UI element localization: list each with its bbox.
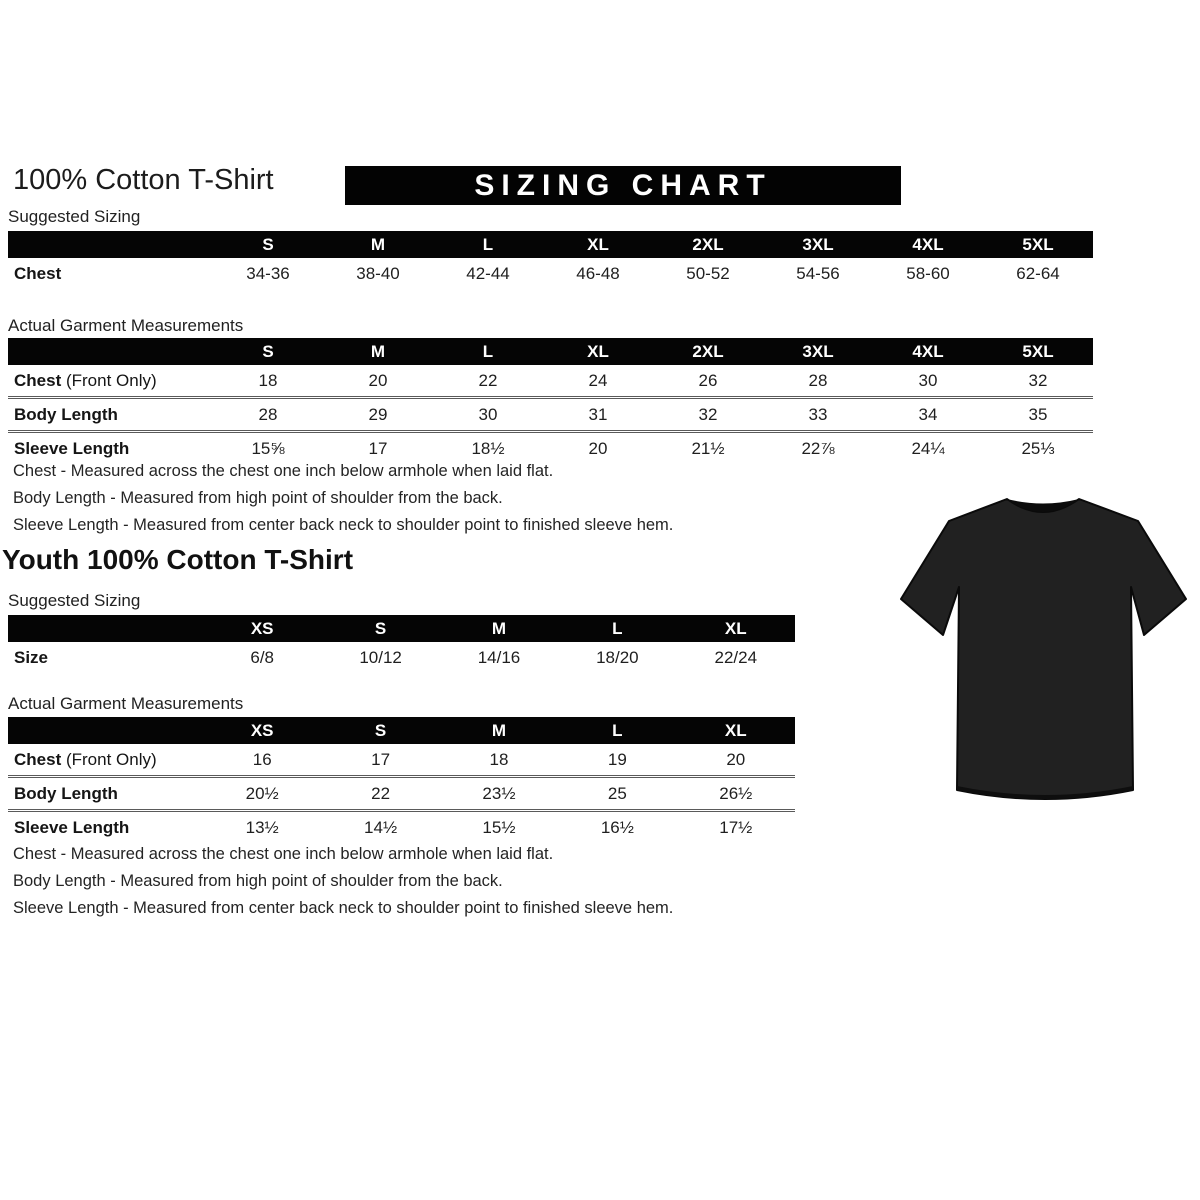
size-value-cell: 18 bbox=[258, 370, 278, 390]
size-value-cell: 35 bbox=[983, 398, 1093, 432]
size-value-cell: 25⅓ bbox=[983, 432, 1093, 465]
adult-measurement-notes bbox=[13, 458, 673, 539]
size-value-cell: 20 bbox=[368, 370, 388, 390]
row-label-text: Chest bbox=[14, 263, 62, 283]
size-column-header: 4XL bbox=[873, 338, 983, 365]
size-column-header: S bbox=[213, 338, 323, 365]
size-value-cell: 16 bbox=[252, 749, 272, 769]
measurement-row-label bbox=[8, 258, 213, 289]
size-value-cell: 34-36 bbox=[246, 263, 290, 283]
note-chest: Chest - Measured across the chest one inch below armhole when laid flat. bbox=[13, 845, 554, 863]
size-value-cell: 6/8 bbox=[250, 647, 275, 667]
size-value-cell: 19 bbox=[607, 749, 627, 769]
row-label-text: Body Length bbox=[14, 783, 118, 803]
size-value-cell: 15½ bbox=[440, 811, 558, 844]
size-value-cell: 15⅝ bbox=[213, 432, 323, 465]
size-value-cell: 32 bbox=[1028, 370, 1048, 390]
note-sleeve-length: Sleeve Length - Measured from center back neck to shoulder point to finished sleeve hem. bbox=[13, 516, 674, 534]
size-column-header: 3XL bbox=[763, 231, 873, 258]
size-value-cell: 22 bbox=[478, 370, 498, 390]
youth-suggested-sizing-table bbox=[8, 615, 795, 673]
row-label-text: Body Length bbox=[14, 404, 118, 424]
size-value-cell: 30 bbox=[433, 398, 543, 432]
size-table-corner bbox=[8, 717, 203, 744]
size-column-header: 4XL bbox=[873, 231, 983, 258]
size-value-cell: 22/24 bbox=[714, 647, 758, 667]
size-value-cell: 17 bbox=[371, 749, 391, 769]
measurement-row-label bbox=[8, 642, 203, 673]
row-label-text: Chest bbox=[14, 370, 62, 390]
size-value-cell: 24¼ bbox=[873, 432, 983, 465]
size-value-cell: 22⅞ bbox=[763, 432, 873, 465]
size-value-cell: 28 bbox=[213, 398, 323, 432]
size-table-corner bbox=[8, 338, 213, 365]
size-value-cell: 34 bbox=[873, 398, 983, 432]
size-value-cell: 62-64 bbox=[1016, 263, 1060, 283]
youth-suggested-sizing-label: Suggested Sizing bbox=[8, 591, 141, 610]
size-value-cell: 10/12 bbox=[359, 647, 402, 667]
adult-product-title: 100% Cotton T-Shirt bbox=[13, 164, 274, 196]
size-value-cell: 18½ bbox=[433, 432, 543, 465]
measurement-row-label bbox=[8, 777, 203, 811]
tshirt-product-image bbox=[897, 487, 1190, 807]
note-body-length: Body Length - Measured from high point of shoulder from the back. bbox=[13, 872, 503, 890]
size-column-header: L bbox=[433, 338, 543, 365]
youth-actual-measurements-table bbox=[8, 717, 795, 843]
size-value-cell: 18 bbox=[489, 749, 509, 769]
size-value-cell: 33 bbox=[763, 398, 873, 432]
youth-measurement-notes bbox=[13, 841, 673, 922]
size-value-cell: 26½ bbox=[677, 777, 795, 811]
size-value-cell: 20½ bbox=[203, 777, 321, 811]
measurement-row-label bbox=[8, 811, 203, 844]
row-label-text: Sleeve Length bbox=[14, 438, 130, 458]
row-label-text: Chest bbox=[14, 749, 62, 769]
size-value-cell: 23½ bbox=[440, 777, 558, 811]
size-value-cell: 32 bbox=[653, 398, 763, 432]
size-value-cell: 18/20 bbox=[596, 647, 639, 667]
size-value-cell: 20 bbox=[543, 432, 653, 465]
size-column-header: S bbox=[321, 615, 439, 642]
adult-actual-measurements-table bbox=[8, 338, 1093, 464]
size-column-header: XL bbox=[543, 231, 653, 258]
adult-suggested-sizing-label: Suggested Sizing bbox=[8, 207, 141, 226]
size-column-header: XS bbox=[203, 717, 321, 744]
note-body-length: Body Length - Measured from high point of shoulder from the back. bbox=[13, 489, 503, 507]
youth-actual-measurements-label: Actual Garment Measurements bbox=[8, 694, 244, 713]
size-value-cell: 14½ bbox=[321, 811, 439, 844]
adult-actual-measurements-label: Actual Garment Measurements bbox=[8, 316, 244, 335]
note-chest: Chest - Measured across the chest one inch below armhole when laid flat. bbox=[13, 462, 554, 480]
adult-suggested-sizing-table bbox=[8, 231, 1093, 289]
row-label-text: Sleeve Length bbox=[14, 817, 130, 837]
size-value-cell: 46-48 bbox=[576, 263, 620, 283]
size-column-header: L bbox=[558, 615, 676, 642]
measurement-row-label bbox=[8, 365, 213, 398]
size-value-cell: 42-44 bbox=[466, 263, 510, 283]
size-table-corner bbox=[8, 231, 213, 258]
size-value-cell: 26 bbox=[698, 370, 718, 390]
size-column-header: 3XL bbox=[763, 338, 873, 365]
size-column-header: XL bbox=[677, 615, 795, 642]
size-value-cell: 38-40 bbox=[356, 263, 400, 283]
row-label-note: (Front Only) bbox=[61, 749, 157, 769]
size-value-cell: 28 bbox=[808, 370, 828, 390]
size-value-cell: 31 bbox=[543, 398, 653, 432]
size-column-header: 2XL bbox=[653, 231, 763, 258]
size-value-cell: 20 bbox=[726, 749, 746, 769]
size-value-cell: 30 bbox=[918, 370, 938, 390]
size-value-cell: 24 bbox=[588, 370, 608, 390]
size-column-header: XS bbox=[203, 615, 321, 642]
size-value-cell: 22 bbox=[321, 777, 439, 811]
measurement-row-label bbox=[8, 744, 203, 777]
size-column-header: 5XL bbox=[983, 338, 1093, 365]
row-label-note: (Front Only) bbox=[61, 370, 157, 390]
youth-product-title: Youth 100% Cotton T-Shirt bbox=[2, 544, 354, 575]
size-value-cell: 58-60 bbox=[906, 263, 950, 283]
note-sleeve-length: Sleeve Length - Measured from center back neck to shoulder point to finished sleeve hem. bbox=[13, 899, 674, 917]
size-value-cell: 17 bbox=[323, 432, 433, 465]
size-value-cell: 25 bbox=[558, 777, 676, 811]
size-column-header: M bbox=[440, 717, 558, 744]
size-value-cell: 29 bbox=[323, 398, 433, 432]
size-value-cell: 54-56 bbox=[796, 263, 840, 283]
size-column-header: S bbox=[213, 231, 323, 258]
size-value-cell: 17½ bbox=[677, 811, 795, 844]
row-label-text: Size bbox=[14, 647, 49, 667]
size-column-header: M bbox=[323, 231, 433, 258]
size-column-header: XL bbox=[677, 717, 795, 744]
size-column-header: L bbox=[433, 231, 543, 258]
size-table-corner bbox=[8, 615, 203, 642]
size-column-header: 5XL bbox=[983, 231, 1093, 258]
size-column-header: M bbox=[440, 615, 558, 642]
size-value-cell: 50-52 bbox=[686, 263, 730, 283]
size-value-cell: 14/16 bbox=[477, 647, 521, 667]
size-column-header: L bbox=[558, 717, 676, 744]
size-value-cell: 13½ bbox=[203, 811, 321, 844]
size-value-cell: 16½ bbox=[558, 811, 676, 844]
size-value-cell: 21½ bbox=[653, 432, 763, 465]
size-column-header: S bbox=[321, 717, 439, 744]
sizing-chart-banner: SIZING CHART bbox=[345, 166, 901, 205]
tshirt-body bbox=[901, 499, 1186, 799]
size-column-header: XL bbox=[543, 338, 653, 365]
size-column-header: M bbox=[323, 338, 433, 365]
size-column-header: 2XL bbox=[653, 338, 763, 365]
measurement-row-label bbox=[8, 398, 213, 432]
